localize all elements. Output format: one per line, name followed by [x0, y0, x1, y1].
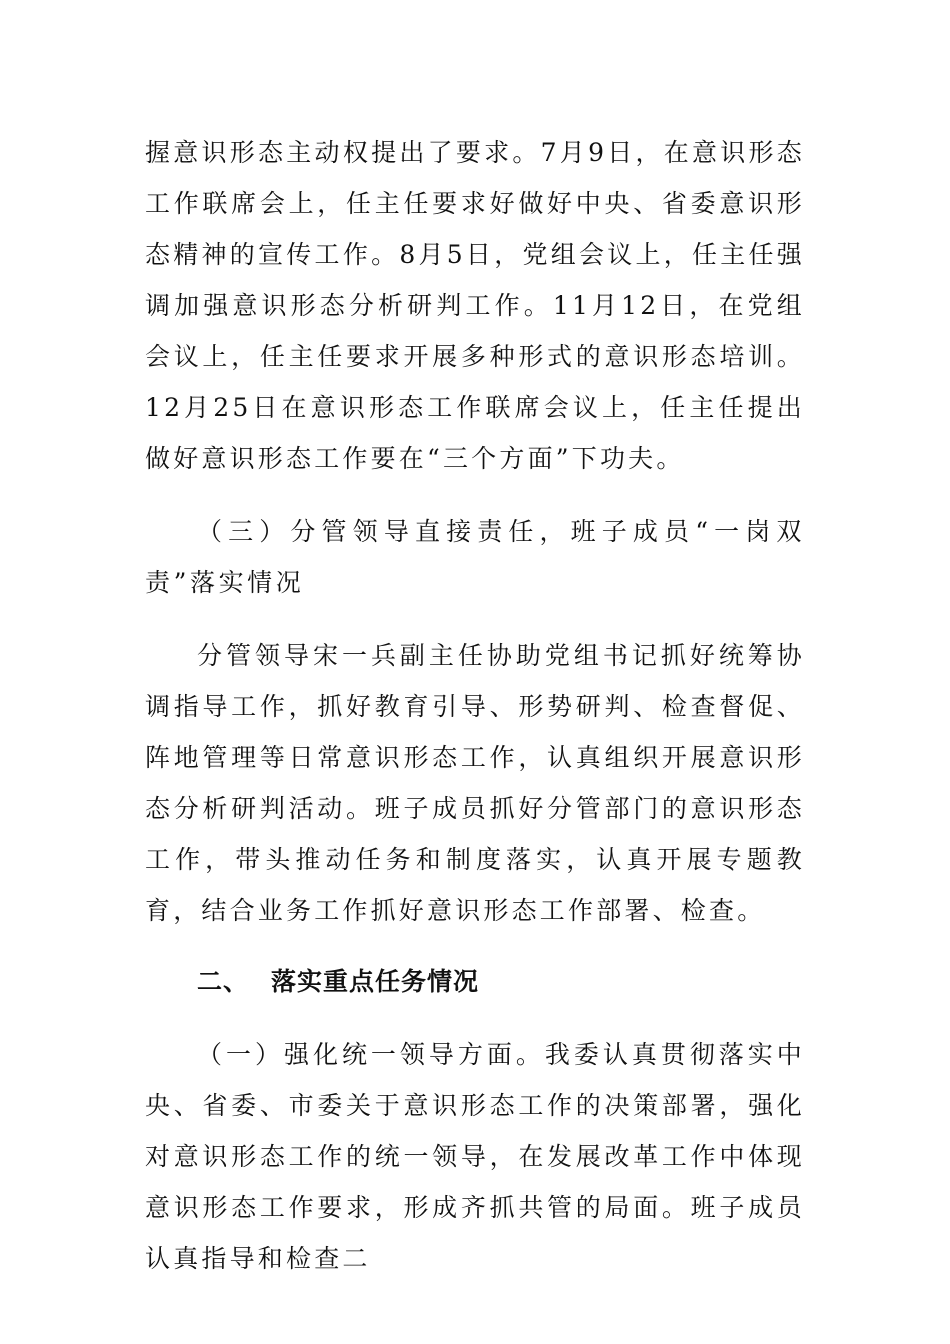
paragraph-meetings: 握意识形态主动权提出了要求。7月9日，在意识形态工作联席会上，任主任要求好做好中央、省委意识形态精神的宣传工作。8月5日，党组会议上，任主任强调加强意识形态分析研判工作。11月12日，在党组会议上，任主任要求开展多种形式的意识形态培训。12月25日在意识形态工作联席会议上，任主任提出做好意识形态工作要在“三个方面”下功夫。 [145, 138, 805, 473]
paragraph-body-text: 我委认真贯彻落实中央、省委、市委关于意识形态工作的决策部署，强化对意识形态工作的统一领导，在发展改革工作中体现意识形态工作要求，形成齐抓共管的局面。班子成员认真指导和检查二 [145, 1040, 805, 1273]
section-title: 落实重点任务情况 [271, 967, 480, 996]
document-page [145, 127, 805, 1284]
paragraph-lead-text: （一）强化统一领导方面。 [197, 1040, 545, 1069]
section-number: 二、 [197, 967, 250, 996]
subheading-leadership-responsibility: （三）分管领导直接责任，班子成员“一岗双责”落实情况 [145, 517, 805, 597]
paragraph-unified-leadership [145, 1029, 805, 1284]
paragraph-division-leaders: 分管领导宋一兵副主任协助党组书记抓好统筹协调指导工作，抓好教育引导、形势研判、检查督促、阵地管理等日常意识形态工作，认真组织开展意识形态分析研判活动。班子成员抓好分管部门的意识形态工作，带头推动任务和制度落实，认真开展专题教育，结合业务工作抓好意识形态工作部署、检查。 [145, 641, 805, 925]
section-heading-2 [145, 956, 805, 1007]
